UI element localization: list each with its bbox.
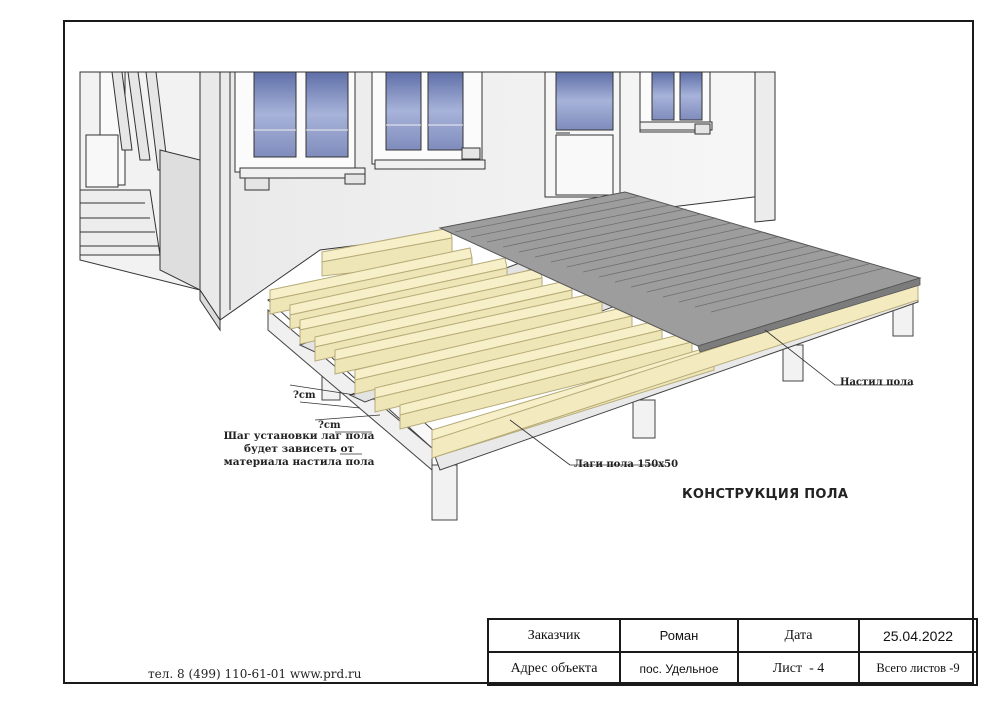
address-value: пос. Удельное bbox=[620, 652, 738, 685]
sheet-number: Лист - 4 bbox=[738, 652, 859, 685]
total-sheets: Всего листов -9 bbox=[859, 652, 977, 685]
drawing-title: КОНСТРУКЦИЯ ПОЛА bbox=[682, 487, 849, 502]
customer-label: Заказчик bbox=[488, 619, 620, 652]
decking-label: Настил пола bbox=[840, 377, 914, 388]
contact-info: тел. 8 (499) 110-61-01 www.prd.ru bbox=[148, 667, 362, 681]
joists-label: Лаги пола 150х50 bbox=[574, 459, 679, 470]
date-value: 25.04.2022 bbox=[859, 619, 977, 652]
title-block bbox=[487, 618, 978, 686]
date-label: Дата bbox=[738, 619, 859, 652]
spacing-label-2: ?cm bbox=[318, 420, 341, 431]
customer-value: Роман bbox=[620, 619, 738, 652]
address-label: Адрес объекта bbox=[488, 652, 620, 685]
joist-spacing-note: Шаг установки лаг пола будет зависеть от материала настила пола bbox=[223, 430, 375, 468]
spacing-label-1: ?cm bbox=[293, 390, 316, 401]
